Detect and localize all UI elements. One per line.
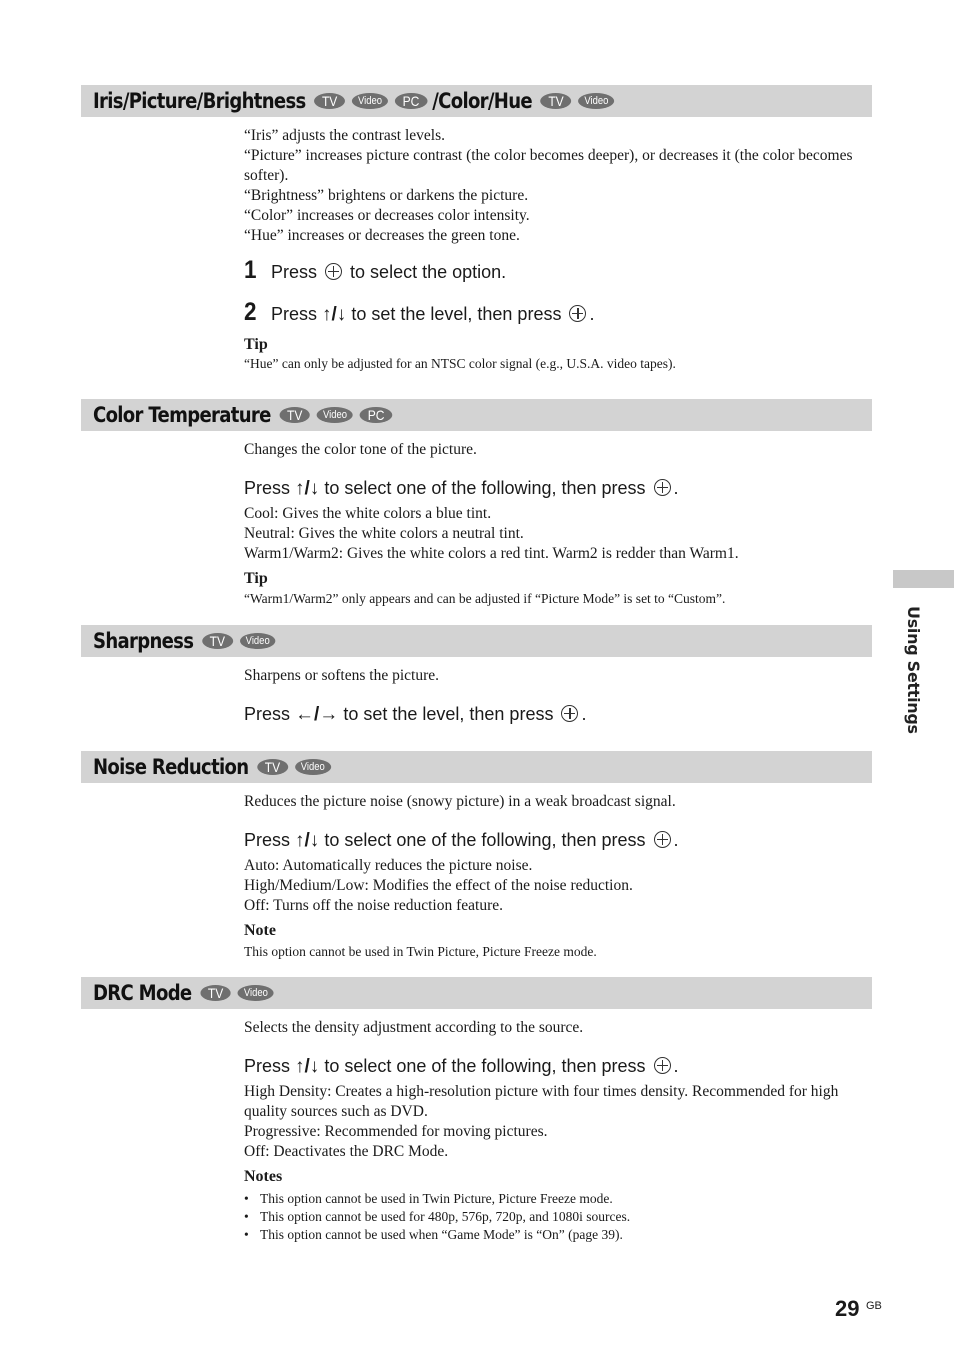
option-line: Neutral: Gives the white colors a neutral tint. [244,525,524,542]
section-body-noise-reduction [244,792,874,961]
section-header-drc-mode [81,977,872,1009]
option-line: Warm1/Warm2: Gives the white colors a red tint. Warm2 is redder than Warm1. [244,545,739,562]
section-body-drc-mode [244,1018,874,1244]
up-down-arrow-icon: ↑/↓ [322,304,347,325]
tv-badge: TV [279,407,310,423]
tv-badge: TV [541,93,572,109]
section-header-color-temperature [81,399,872,431]
press-instruction: Press ↑/↓ to select one of the following, then press . [244,830,679,851]
enter-button-icon [561,705,578,722]
video-badge: Video [295,759,331,775]
video-badge: Video [240,633,276,649]
description-line: Changes the color tone of the picture. [244,441,477,458]
enter-button-icon [654,1057,671,1074]
pc-badge: PC [395,93,427,109]
option-line: High/Medium/Low: Modifies the effect of the noise reduction. [244,877,633,894]
description-line: Sharpens or softens the picture. [244,667,439,684]
description-line: “Picture” increases picture contrast (the color becomes deeper), or decreases it (the color becomes softer). [244,147,853,184]
step-2 [244,298,874,327]
tv-badge: TV [257,759,288,775]
option-line: High Density: Creates a high-resolution picture with four times density. Recommended for high quality sources such as DVD. [244,1083,839,1120]
up-down-arrow-icon: ↑/↓ [295,1056,320,1077]
step-instruction: Press ↑/↓ to set the level, then press . [271,304,595,325]
side-section-label: Using Settings [904,606,923,734]
side-tab-marker [893,570,954,588]
option-line: Off: Deactivates the DRC Mode. [244,1143,449,1160]
enter-button-icon [654,479,671,496]
notes-label: Notes [244,1168,283,1185]
step-number: 1 [244,256,257,284]
enter-button-icon [569,305,586,322]
enter-button-icon [325,263,342,280]
section-body-iris [244,126,874,373]
notes-list [244,1190,874,1244]
left-right-arrow-icon: ←/→ [295,704,339,725]
section-title-color-hue: /Color/Hue [432,89,532,113]
step-number: 2 [244,298,257,326]
tip-label: Tip [244,570,268,587]
option-line: Auto: Automatically reduces the picture noise. [244,857,533,874]
enter-button-icon [654,831,671,848]
section-title-noise-reduction: Noise Reduction [93,755,249,779]
description-line: Reduces the picture noise (snowy picture) in a weak broadcast signal. [244,793,676,810]
page-region-code: GB [866,1300,882,1312]
video-badge: Video [238,985,274,1001]
section-title-drc-mode: DRC Mode [93,981,192,1005]
note-item: • This option cannot be used when “Game Mode” is “On” (page 39). [244,1226,874,1244]
video-badge: Video [352,93,388,109]
description-line: “Iris” adjusts the contrast levels. [244,127,446,144]
press-instruction: Press ↑/↓ to select one of the following, then press . [244,1056,679,1077]
tip-text: “Warm1/Warm2” only appears and can be adjusted if “Picture Mode” is set to “Custom”. [244,591,726,606]
note-label: Note [244,922,276,939]
section-title-iris: Iris/Picture/Brightness [93,89,306,113]
note-item: • This option cannot be used for 480p, 576p, 720p, and 1080i sources. [244,1208,874,1226]
description-line: “Brightness” brightens or darkens the picture. [244,187,529,204]
note-text: This option cannot be used in Twin Picture, Picture Freeze mode. [244,944,597,959]
description-line: Selects the density adjustment according to the source. [244,1019,584,1036]
video-badge: Video [578,93,614,109]
page-number: 29 [835,1296,860,1321]
step-1 [244,256,874,285]
description-line: “Hue” increases or decreases the green tone. [244,227,520,244]
press-instruction: Press ←/→ to set the level, then press . [244,704,587,725]
section-title-color-temperature: Color Temperature [93,403,271,427]
tv-badge: TV [314,93,345,109]
pc-badge: PC [360,407,392,423]
note-item: • This option cannot be used in Twin Picture, Picture Freeze mode. [244,1190,874,1208]
section-body-sharpness [244,666,874,726]
section-header-iris [81,85,872,117]
up-down-arrow-icon: ↑/↓ [295,830,320,851]
section-body-color-temperature [244,440,874,608]
press-instruction: Press ↑/↓ to select one of the following, then press . [244,478,679,499]
option-line: Progressive: Recommended for moving pictures. [244,1123,548,1140]
section-header-noise-reduction [81,751,872,783]
section-header-sharpness [81,625,872,657]
step-instruction: Press to select the option. [271,262,507,282]
section-title-sharpness: Sharpness [93,629,194,653]
up-down-arrow-icon: ↑/↓ [295,478,320,499]
tip-text: “Hue” can only be adjusted for an NTSC color signal (e.g., U.S.A. video tapes). [244,356,676,371]
video-badge: Video [317,407,353,423]
tv-badge: TV [202,633,233,649]
tv-badge: TV [200,985,231,1001]
option-line: Cool: Gives the white colors a blue tint. [244,505,492,522]
description-line: “Color” increases or decreases color intensity. [244,207,530,224]
tip-label: Tip [244,336,268,353]
option-line: Off: Turns off the noise reduction feature. [244,897,504,914]
